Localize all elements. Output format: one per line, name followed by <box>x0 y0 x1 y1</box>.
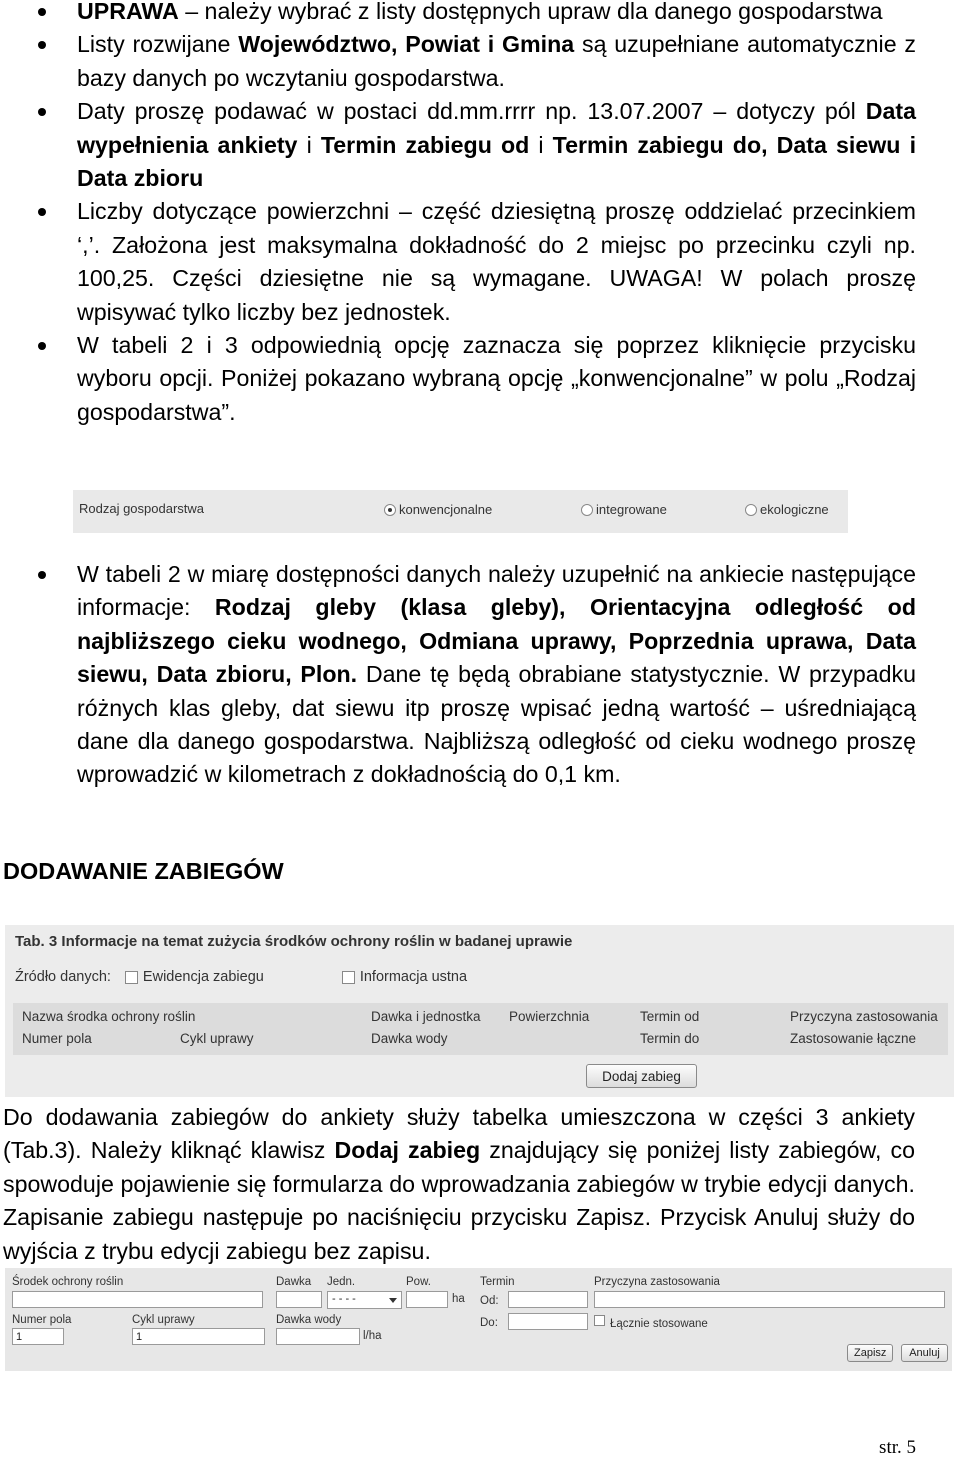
column-header: Przyczyna zastosowania <box>790 1009 938 1024</box>
pow-label: Pow. <box>406 1276 431 1288</box>
column-header: Dawka i jednostka <box>371 1009 481 1024</box>
column-header: Nazwa środka ochrony roślin <box>22 1009 196 1024</box>
bullet-icon <box>38 342 46 350</box>
treatment-edit-form <box>5 1268 952 1371</box>
informacja-label: Informacja ustna <box>359 969 468 985</box>
dawka-input[interactable] <box>276 1291 322 1308</box>
cancel-button[interactable]: Anuluj <box>901 1344 948 1362</box>
termin-label: Termin <box>480 1276 515 1288</box>
farm-type-label: Rodzaj gospodarstwa <box>79 501 205 516</box>
przyczyna-input[interactable] <box>594 1291 945 1308</box>
termin-od-input[interactable] <box>508 1291 588 1308</box>
column-header: Zastosowanie łączne <box>790 1031 917 1046</box>
page-number: str. 5 <box>879 1437 916 1458</box>
bullet-icon <box>38 41 46 49</box>
list-item: W tabeli 2 w miarę dostępności danych należy uzupełnić na ankiecie następujące informacje: Rodzaj gleby (klasa gleby), Orientacyjna odległość od najbliższego cieku wodnego, Odmiana uprawy, Poprzednia uprawa, Data siewu, Data zbioru, Plon. Dane tę będą obrabiane statystycznie. W przypadku różnych klas gleby, dat siewu itp proszę wpisać jedną wartość – uśredniającą dane dla danego gospodarstwa. Najbliższą odległość od cieku wodnego proszę wprowadzić w kilometrach z dokładnością do 0,1 km. <box>0 558 960 792</box>
tab3-column-headers <box>13 1003 948 1055</box>
save-button[interactable]: Zapisz <box>847 1344 893 1362</box>
jedn-label: Jedn. <box>327 1276 356 1288</box>
laczne-checkbox[interactable] <box>594 1315 605 1326</box>
do-label: Do: <box>480 1317 498 1329</box>
section-title: DODAWANIE ZABIEGÓW <box>3 858 284 884</box>
termin-do-input[interactable] <box>508 1313 588 1330</box>
bullet-icon <box>38 571 46 579</box>
cykl-label: Cykl uprawy <box>132 1314 195 1326</box>
bullet-icon <box>38 8 46 16</box>
column-header: Termin od <box>640 1009 700 1024</box>
radio-integrowane[interactable]: integrowane <box>581 502 667 517</box>
bullet-icon <box>38 208 46 216</box>
column-header: Termin do <box>640 1031 700 1046</box>
list-item: Liczby dotyczące powierzchni – część dziesiętną proszę oddzielać przecinkiem ‘,’. Założona jest maksymalna dokładność do 2 miejsc po przecinku czyli np. 100,25. Części dziesiętne nie są wymagane. UWAGA! W polach proszę wpisywać tylko liczby bez jednostek. <box>0 195 960 329</box>
radio-empty-icon[interactable] <box>745 504 757 516</box>
list-item: Listy rozwijane Województwo, Powiat i Gmina są uzupełniane automatycznie z bazy danych po wczytaniu gospodarstwa. <box>0 28 960 95</box>
jedn-select[interactable]: - - - - <box>327 1291 402 1309</box>
tab3-panel <box>5 925 954 1097</box>
srodek-label: Środek ochrony roślin <box>12 1276 124 1288</box>
add-treatment-button[interactable]: Dodaj zabieg <box>586 1064 697 1088</box>
informacja-checkbox[interactable] <box>342 971 355 984</box>
ewidencja-label: Ewidencja zabiegu <box>142 969 264 985</box>
dawka-wody-input[interactable] <box>276 1328 360 1345</box>
radio-konwencjonalne[interactable]: konwencjonalne <box>384 502 492 517</box>
farm-type-panel <box>73 490 848 533</box>
column-header: Numer pola <box>22 1031 92 1046</box>
radio-empty-icon[interactable] <box>581 504 593 516</box>
przyczyna-label: Przyczyna zastosowania <box>594 1276 720 1288</box>
list-item: W tabeli 2 i 3 odpowiednią opcję zaznacza się poprzez kliknięcie przycisku wyboru opcji. Poniżej pokazano wybraną opcję „konwencjonalne” w polu „Rodzaj gospodarstwa”. <box>0 329 960 429</box>
add-treatment-paragraph: Do dodawania zabiegów do ankiety służy tabelka umieszczona w części 3 ankiety (Tab.3). Należy kliknąć klawisz Dodaj zabieg znajdujący się poniżej listy zabiegów, co spowoduje pojawienie się formularza do wprowadzania zabiegów w trybie edycji danych. Zapisanie zabiegu następuje po naciśnięciu przycisku Zapisz. Przycisk Anuluj służy do wyjścia z trybu edycji zabiegu bez zapisu. <box>3 1104 915 1264</box>
radio-ekologiczne[interactable]: ekologiczne <box>745 502 829 517</box>
laczne-label: Łącznie stosowane <box>610 1318 708 1330</box>
cykl-input[interactable] <box>132 1328 265 1345</box>
column-header: Cykl uprawy <box>180 1031 254 1046</box>
column-header: Powierzchnia <box>509 1009 590 1024</box>
instructions-list-2 <box>0 558 960 792</box>
radio-selected-icon[interactable] <box>384 504 396 516</box>
dawka-wody-label: Dawka wody <box>276 1314 342 1326</box>
ewidencja-checkbox[interactable] <box>125 971 138 984</box>
instructions-list <box>0 0 960 429</box>
bullet-icon <box>38 108 46 116</box>
dropdown-arrow-icon <box>389 1298 397 1303</box>
ha-unit: ha <box>452 1293 465 1305</box>
source-label: Źródło danych: <box>15 969 111 985</box>
source-row <box>15 969 467 985</box>
numer-pola-label: Numer pola <box>12 1314 72 1326</box>
od-label: Od: <box>480 1295 499 1307</box>
dawka-label: Dawka <box>276 1276 312 1288</box>
list-item: Daty proszę podawać w postaci dd.mm.rrrr np. 13.07.2007 – dotyczy pól Data wypełnienia ankiety i Termin zabiegu od i Termin zabiegu do, Data siewu i Data zbioru <box>0 95 960 195</box>
tab3-header: Tab. 3 Informacje na temat zużycia środków ochrony roślin w badanej uprawie <box>15 933 573 950</box>
srodek-input[interactable] <box>12 1291 263 1308</box>
lha-unit: l/ha <box>363 1330 382 1342</box>
numer-pola-input[interactable] <box>12 1328 64 1345</box>
column-header: Dawka wody <box>371 1031 448 1046</box>
list-item: UPRAWA – należy wybrać z listy dostępnych upraw dla danego gospodarstwa <box>0 0 960 28</box>
pow-input[interactable] <box>406 1291 448 1308</box>
